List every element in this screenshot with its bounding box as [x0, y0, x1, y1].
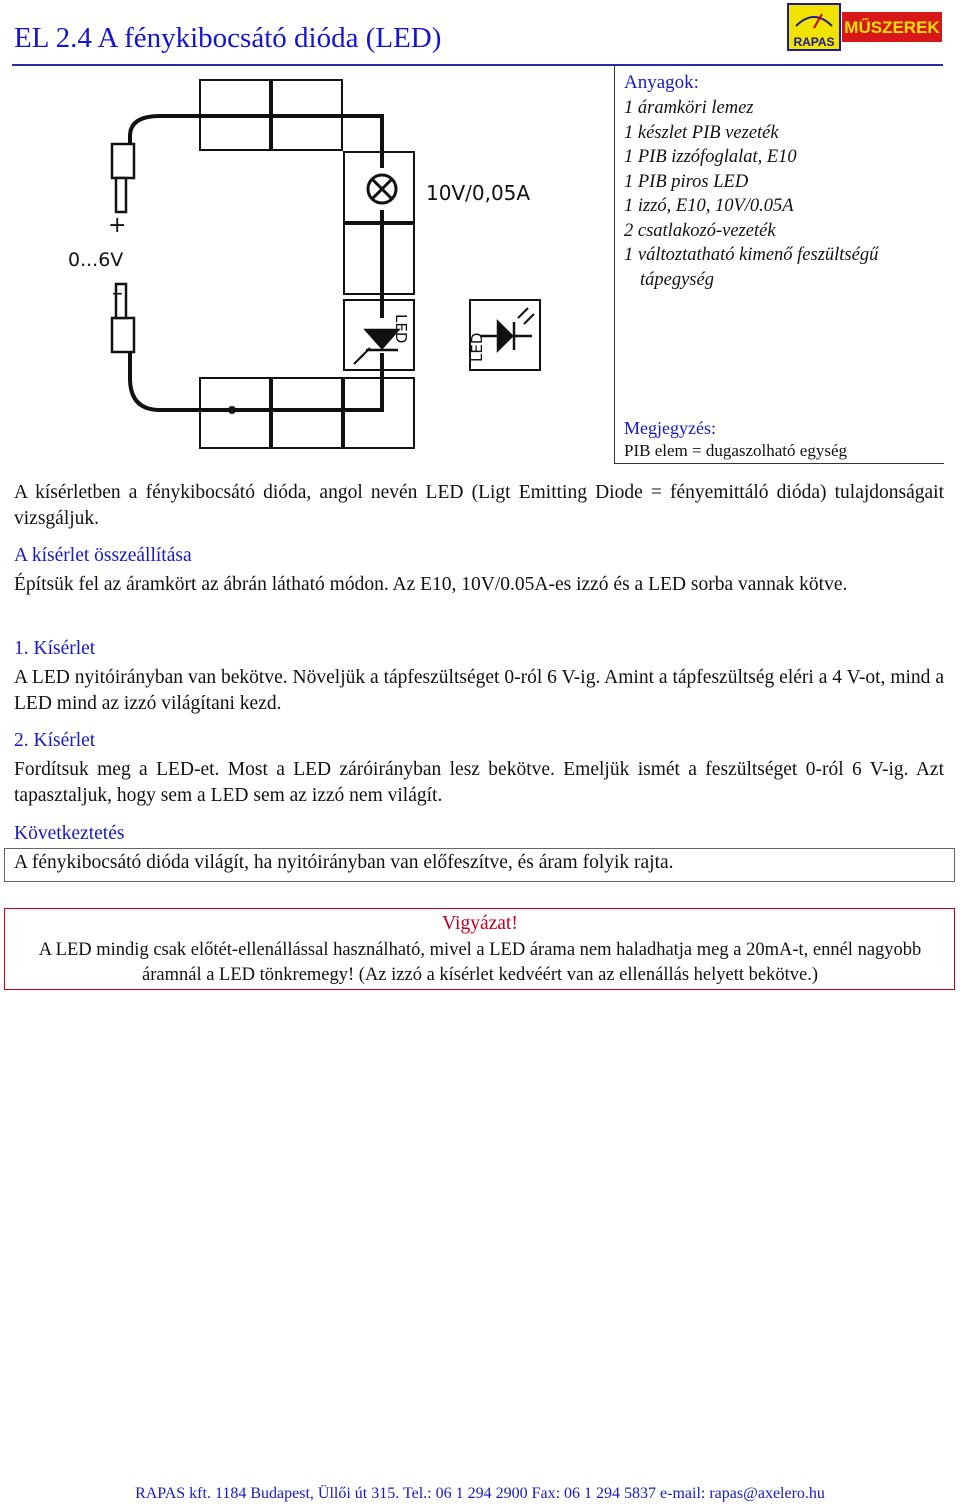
exp1-paragraph: A LED nyitóirányban van bekötve. Növeljük a tápfeszültséget 0-ról 6 V-ig. Amint a tápfeszültség eléri a 4 V-ot, mind a LED mind az izzó világítani kezd.	[14, 667, 944, 714]
note-heading: Megjegyzés:	[624, 418, 716, 438]
list-item: tápegység	[640, 269, 714, 290]
list-item: 1 PIB piros LED	[624, 171, 749, 192]
list-item: 1 változtatható kimenő feszültségű	[624, 245, 879, 265]
svg-text:–: –	[112, 281, 123, 306]
svg-text:0...6V: 0...6V	[68, 249, 124, 271]
note-text: PIB elem = dugaszolható egység	[624, 441, 847, 460]
svg-text:10V/0,05A: 10V/0,05A	[426, 181, 531, 205]
svg-text:+: +	[108, 213, 127, 238]
conclusion-heading: Következtetés	[14, 823, 125, 844]
page-title: EL 2.4 A fénykibocsátó dióda (LED)	[14, 22, 442, 54]
svg-text:LED: LED	[392, 314, 410, 344]
exp1-heading: 1. Kísérlet	[14, 638, 96, 659]
setup-paragraph: Építsük fel az áramkört az ábrán látható módon. Az E10, 10V/0.05A-es izzó és a LED sorba vannak kötve.	[14, 574, 848, 595]
circuit-diagram	[60, 78, 620, 458]
list-item: 1 PIB izzófoglalat, E10	[624, 147, 797, 167]
svg-text:MŰSZEREK: MŰSZEREK	[844, 18, 940, 37]
exp2-paragraph: Fordítsuk meg a LED-et. Most a LED záróirányban lesz bekötve. Emeljük ismét a feszültséget 0-ról 6 V-ig. Azt tapasztaljuk, hogy sem a LED sem az izzó nem világít.	[14, 759, 944, 806]
setup-heading: A kísérlet összeállítása	[14, 545, 192, 566]
footer-contact: RAPAS kft. 1184 Budapest, Üllői út 315. Tel.: 06 1 294 2900 Fax: 06 1 294 5837 e-mail: rapas@axelero.hu	[135, 1485, 825, 1502]
list-item: 1 áramköri lemez	[624, 98, 754, 118]
materials-list	[624, 96, 878, 292]
list-item: 1 készlet PIB vezeték	[624, 122, 779, 143]
intro-paragraph: A kísérletben a fénykibocsátó dióda, angol nevén LED (Ligt Emitting Diode = fényemittáló dióda) tulajdonságait vizsgáljuk.	[14, 482, 944, 529]
warning-text: A LED mindig csak előtét-ellenállással használható, mivel a LED árama nem haladhatja meg a 20mA-t, ennél nagyobb áramnál a LED tönkremegy! (Az izzó a kísérlet kedvéért van az ellenállás helyett bekötve.)	[38, 940, 922, 985]
list-item: 2 csatlakozó-vezeték	[624, 220, 776, 241]
warning-heading: Vigyázat!	[442, 913, 518, 934]
exp2-heading: 2. Kísérlet	[14, 730, 96, 751]
materials-heading: Anyagok:	[624, 72, 699, 93]
svg-text:RAPAS: RAPAS	[793, 35, 835, 49]
rapas-muszerek-logo	[786, 2, 944, 52]
list-item: 1 izzó, E10, 10V/0.05A	[624, 196, 794, 216]
svg-text:LED: LED	[468, 332, 486, 362]
conclusion-text: A fénykibocsátó dióda világít, ha nyitóirányban van előfeszítve, és áram folyik rajta.	[14, 852, 674, 873]
